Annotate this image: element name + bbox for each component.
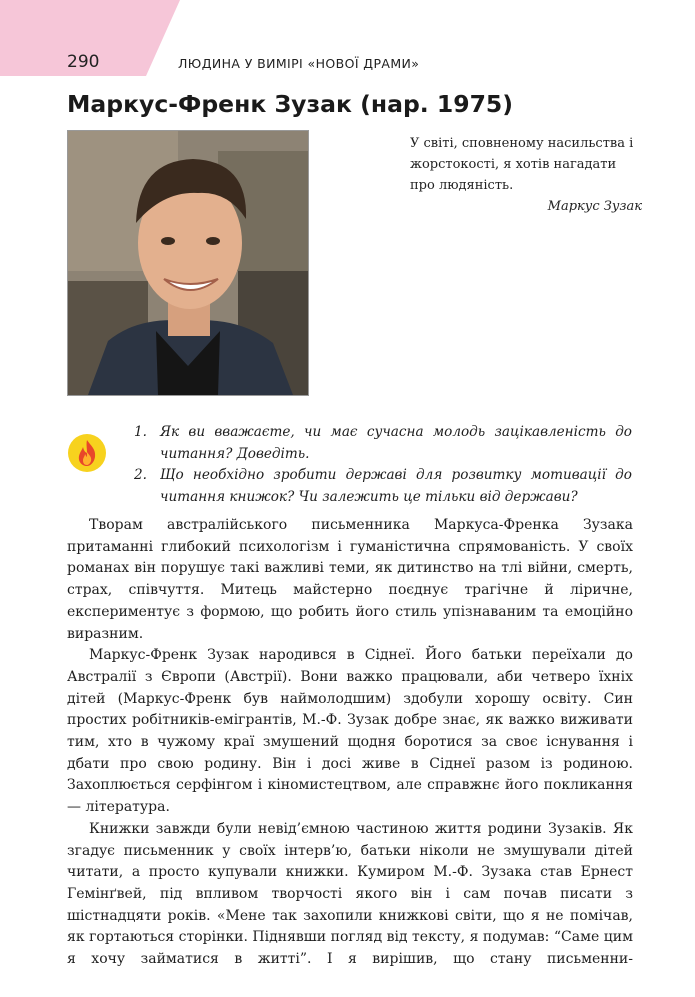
paragraph: Творам австралійського письменника Маркуса-Френка Зузака притаманні глибокий психологізм і гуманістична спрямованість. У своїх романах він порушує такі важливі теми, як дитинство на тлі війни, смерть, страх, співчуття. Митець майстерно поєднує трагічне й ліричне, експериментує з формою, що робить його стиль упізнаваним та емоційно виразним. (67, 517, 633, 642)
question-text: Що необхідно зробити державі для розвитку мотивації до читання книжок? Чи залежить це тільки від держави? (160, 467, 632, 505)
paragraph: Маркус-Френк Зузак народився в Сіднеї. Його батьки переїхали до Австралії з Європи (Австрії). Вони важко працювали, аби четверо їхніх дітей (Маркус-Френк був наймолодшим) здобули хорошу освіту. Син простих робітників-емігрантів, М.-Ф. Зузак добре знає, як важко виживати тим, хто в чужому краї змушений щодня боротися за своє існування і дбати про свою родину. Він і досі живе в Сіднеї разом із родиною. Захоплюється серфінгом і кіномистецтвом, але справжнє його покликання — література. (67, 647, 633, 816)
running-header: ЛЮДИНА У ВИМІРІ «НОВОЇ ДРАМИ» (178, 56, 420, 71)
epigraph-author: Маркус Зузак (547, 199, 642, 214)
question-number: 1. (134, 424, 147, 440)
main-text (67, 515, 633, 971)
question-text: Як ви вважаєте, чи має сучасна молодь зацікавленість до читання? Доведіть. (160, 424, 632, 462)
question-item (134, 422, 632, 465)
epigraph (410, 133, 642, 217)
paragraph: Книжки завжди були невід’ємною частиною життя родини Зузаків. Як згадує письменник у своїх інтерв’ю, батьки ніколи не змушували дітей читати, а просто купували книжки. Кумиром М.-Ф. Зузака став Ернест Гемінґвей, під впливом творчості якого він і сам почав писати з шістнадцяти років. «Мене так захопили книжкові світи, що я не помічав, як гортаються сторінки. Піднявши погляд від тексту, я подумав: “Саме цим я хочу займатися в житті”. І я вирішив, що стану письменни- (67, 820, 633, 968)
discussion-questions (134, 422, 632, 508)
epigraph-text: У світі, сповненому насильства і жорстокості, я хотів нагадати про людяність. (410, 136, 634, 193)
question-item (134, 465, 632, 508)
page-title: Маркус-Френк Зузак (нар. 1975) (67, 90, 514, 118)
portrait-illustration (68, 131, 308, 395)
author-portrait (67, 130, 309, 396)
page-number: 290 (67, 52, 100, 72)
fire-icon (67, 433, 107, 473)
question-number: 2. (134, 467, 147, 483)
